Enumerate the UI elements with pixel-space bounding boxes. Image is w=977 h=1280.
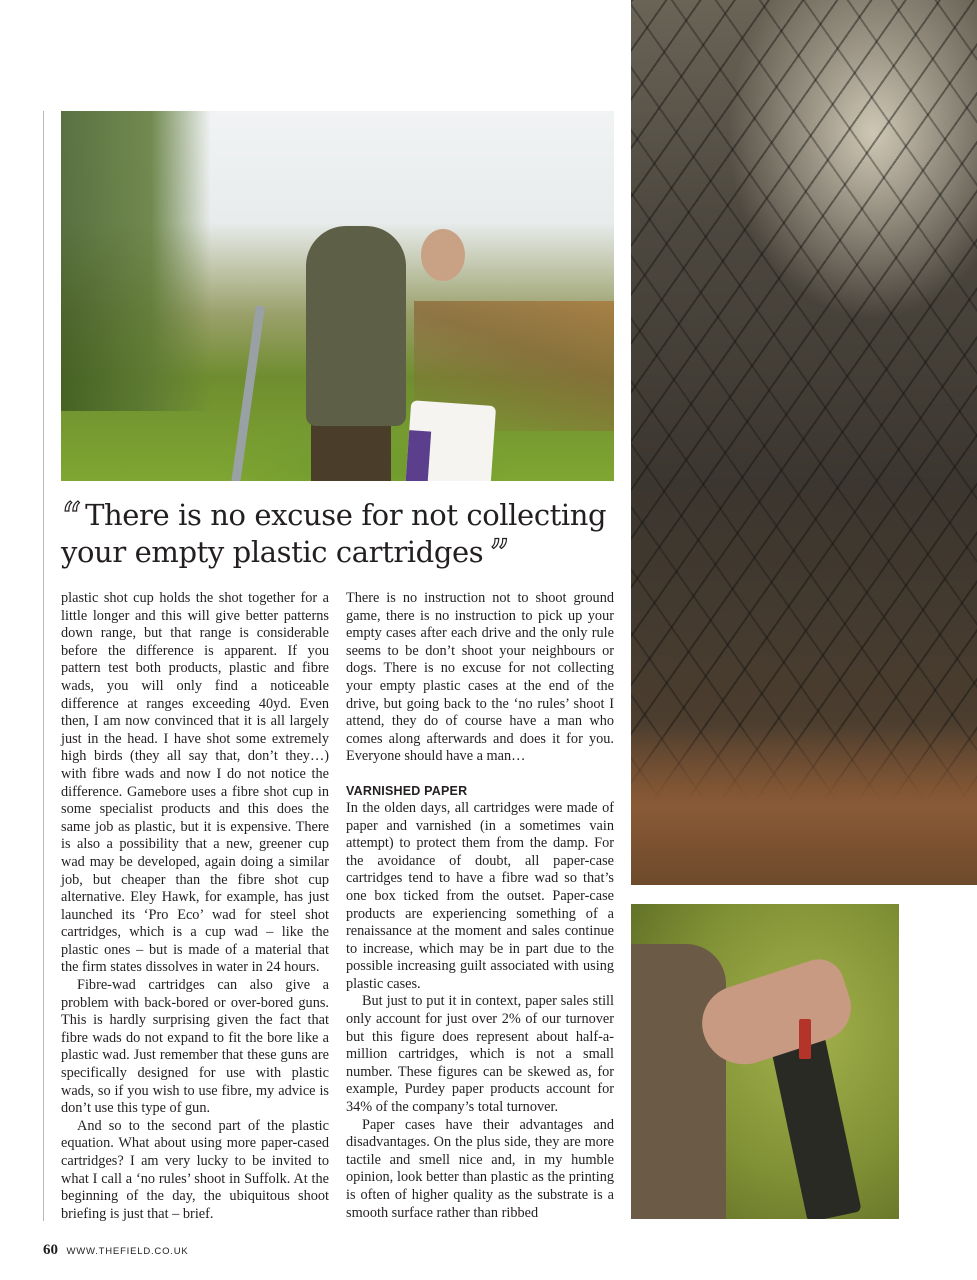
page-number: 60 xyxy=(43,1242,58,1258)
section-subheading: VARNISHED PAPER xyxy=(346,783,468,798)
margin-rule xyxy=(43,111,44,1221)
article-column-left xyxy=(61,590,329,1223)
photo-sleeve xyxy=(631,944,726,1219)
photo-man-collecting-cartridges xyxy=(61,111,614,481)
article-column-right xyxy=(346,590,614,1222)
website-url: WWW.THEFIELD.CO.UK xyxy=(66,1246,189,1257)
photo-loading-shotgun xyxy=(631,904,899,1219)
photo-trees xyxy=(61,111,211,411)
paragraph: plastic shot cup holds the shot together for a little longer and this will give better patterns down range, but that range is considerable before the difference is apparent. If you pattern test both products, plastic and fibre wads, you will only find a noticeable difference at ranges exceeding 40yd. Even then, I am now convinced that it is all largely just in the head. I have shot some extremely high birds (they all say that, don’t they…) with fibre wads and now I do not notice the difference. Gamebore uses a fibre shot cup in some specialist products and this does the same job as plastic, but it is expensive. There is also a possibility that a new, greener cup wad may be developed, again doing a similar job, but cheaper than the fibre shot cup alternative. Eley Hawk, for example, has just launched its ‘Pro Eco’ wad for steel shot cartridges, which is a cup wad – like the plastic ones – but is made of a material that the firm states dissolves in water in 24 hours. xyxy=(61,590,329,976)
paragraph: But just to put it in context, paper sales still only account for just over 2% of our turnover but this figure does represent about half-a-million cartridges, which is not a small number. These figures can be skewed as, for example, Purdey paper products account for 34% of the company’s total turnover. xyxy=(346,993,614,1116)
paragraph: There is no instruction not to shoot ground game, there is no instruction to pick up your empty cases after each drive and the only rule seems to be don’t shoot your neighbours or dogs. There is no excuse for not collecting your empty plastic cases at the end of the drive, but going back to the ‘no rules’ shoot I attend, they do of course have a man who comes along afterwards and does it for you. Everyone should have a man… xyxy=(346,590,614,765)
paragraph: Paper cases have their advantages and disadvantages. On the plus side, they are more tactile and smell nice and, in my humble opinion, look better than plastic as the printing is often of higher quality as the substrate is a smooth surface rather than ribbed xyxy=(346,1116,614,1221)
pull-quote xyxy=(61,495,621,578)
photo-man-head xyxy=(421,229,465,281)
photo-man-body xyxy=(306,226,406,426)
pull-quote-text: There is no excuse for not collecting your empty plastic cartridges xyxy=(61,498,607,569)
close-quote-icon: ” xyxy=(489,532,510,578)
photo-woodland-branches xyxy=(631,0,977,885)
page-footer xyxy=(43,1241,189,1259)
open-quote-icon: “ xyxy=(61,495,82,541)
photo-collection-bag xyxy=(401,400,496,481)
photo-cartridge xyxy=(799,1019,811,1059)
paragraph: In the olden days, all cartridges were made of paper and varnished (in a sometimes vain attempt) to protect them from the damp. For the avoidance of doubt, all paper-case cartridges tend to have a fibre wad so that’s one box ticked from the outset. Paper-case products are experiencing something of a renaissance at the moment and sales continue to increase, which may be in part due to the possible increasing guilt associated with using plastic cases. xyxy=(346,799,614,992)
paragraph: Fibre-wad cartridges can also give a problem with back-bored or over-bored guns. This is hardly surprising given the fact that fibre wads do not expand to fit the bore like a plastic wad. Just remember that these guns are specifically designed for use with plastic wads, so if you wish to use fibre, my advice is don’t use this type of gun. xyxy=(61,977,329,1117)
photo-pick-up-pole xyxy=(226,305,265,481)
paragraph: And so to the second part of the plastic equation. What about using more paper-cased cartridges? I am very lucky to be invited to what I call a ‘no rules’ shoot in Suffolk. At the beginning of the day, the ubiquitous shoot briefing is just that – brief. xyxy=(61,1117,329,1222)
photo-woodland-floor xyxy=(631,725,977,885)
